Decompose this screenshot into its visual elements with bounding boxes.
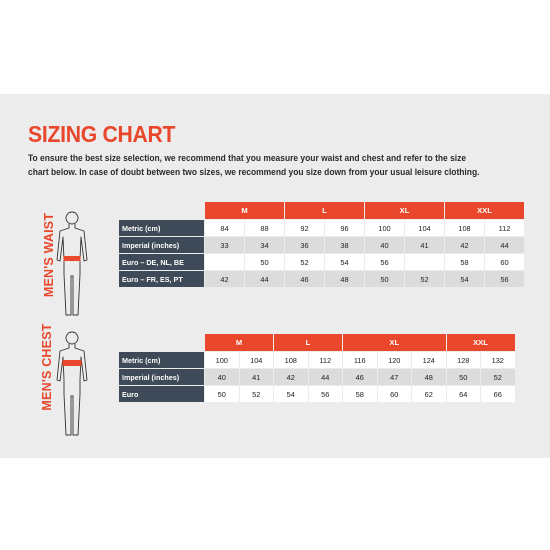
- table-cell: 100: [205, 352, 239, 368]
- table-cell: 48: [412, 369, 446, 385]
- table-cell: 33: [205, 237, 244, 253]
- table-cell: 66: [481, 386, 515, 402]
- size-header-l: L: [285, 202, 364, 219]
- size-header-l: L: [274, 334, 342, 351]
- table-cell: 48: [325, 271, 364, 287]
- table-cell: 112: [309, 352, 343, 368]
- table-cell: 46: [285, 271, 324, 287]
- table-cell: 104: [240, 352, 274, 368]
- size-header-m: M: [205, 202, 284, 219]
- table-cell: 40: [205, 369, 239, 385]
- size-header-xxl: XXL: [447, 334, 515, 351]
- table-cell: 41: [405, 237, 444, 253]
- size-header-xl: XL: [343, 334, 446, 351]
- table-cell: 108: [445, 220, 484, 236]
- table-cell: 46: [343, 369, 377, 385]
- table-cell: 52: [240, 386, 274, 402]
- table-cell: 88: [245, 220, 284, 236]
- table-cell: 42: [445, 237, 484, 253]
- table-cell: 64: [447, 386, 481, 402]
- table-cell: 38: [325, 237, 364, 253]
- table-cell: 60: [378, 386, 412, 402]
- table-cell: 54: [274, 386, 308, 402]
- chest-size-header-row: [119, 334, 515, 351]
- table-cell: 42: [205, 271, 244, 287]
- table-cell: 108: [274, 352, 308, 368]
- table-cell: 56: [365, 254, 404, 270]
- table-cell: 52: [285, 254, 324, 270]
- table-cell: 58: [343, 386, 377, 402]
- size-header-xxl: XXL: [445, 202, 524, 219]
- size-header-xl: XL: [365, 202, 444, 219]
- table-cell: 60: [485, 254, 524, 270]
- intro-text: [28, 152, 521, 180]
- table-row: [119, 386, 515, 402]
- table-cell: 54: [445, 271, 484, 287]
- row-label: Imperial (inches): [119, 369, 204, 385]
- table-row: [119, 271, 524, 287]
- intro-line-2: chart below. In case of doubt between two sizes, we recommend you size down from your usual leisure clothing.: [28, 167, 480, 178]
- header-blank-cell: [119, 334, 204, 351]
- chest-figure-icon: [52, 330, 92, 440]
- table-cell: 52: [405, 271, 444, 287]
- table-cell: 44: [245, 271, 284, 287]
- row-label: Euro: [119, 386, 204, 402]
- intro-line-1: To ensure the best size selection, we recommend that you measure your waist and chest and refer to the size: [28, 153, 467, 164]
- table-cell: 56: [485, 271, 524, 287]
- row-label: Metric (cm): [119, 352, 204, 368]
- table-cell: 120: [378, 352, 412, 368]
- table-cell: 42: [274, 369, 308, 385]
- chest-size-table: [118, 333, 516, 403]
- table-cell: 132: [481, 352, 515, 368]
- table-cell: 40: [365, 237, 404, 253]
- table-cell: 92: [285, 220, 324, 236]
- table-row: [119, 254, 524, 270]
- table-cell: 52: [481, 369, 515, 385]
- table-cell: 50: [245, 254, 284, 270]
- row-label: Metric (cm): [119, 220, 204, 236]
- row-label: Euro – DE, NL, BE: [119, 254, 204, 270]
- table-cell: 47: [378, 369, 412, 385]
- table-cell: 112: [485, 220, 524, 236]
- table-cell: [205, 254, 244, 270]
- table-cell: 58: [445, 254, 484, 270]
- table-cell: 44: [309, 369, 343, 385]
- waist-size-header-row: [119, 202, 524, 219]
- table-row: [119, 369, 515, 385]
- table-cell: 100: [365, 220, 404, 236]
- table-cell: 41: [240, 369, 274, 385]
- page-title: SIZING CHART: [28, 121, 176, 147]
- table-cell: 50: [447, 369, 481, 385]
- table-row: [119, 352, 515, 368]
- table-cell: 96: [325, 220, 364, 236]
- table-cell: 50: [205, 386, 239, 402]
- table-cell: 116: [343, 352, 377, 368]
- row-label: Euro – FR, ES, PT: [119, 271, 204, 287]
- table-cell: 128: [447, 352, 481, 368]
- table-cell: [405, 254, 444, 270]
- table-row: [119, 237, 524, 253]
- table-cell: 104: [405, 220, 444, 236]
- header-blank-cell: [119, 202, 204, 219]
- row-label: Imperial (inches): [119, 237, 204, 253]
- table-cell: 124: [412, 352, 446, 368]
- table-cell: 34: [245, 237, 284, 253]
- table-cell: 50: [365, 271, 404, 287]
- waist-section-label: MEN'S WAIST: [42, 212, 56, 298]
- table-cell: 56: [309, 386, 343, 402]
- size-header-m: M: [205, 334, 273, 351]
- waist-size-table: [118, 201, 525, 288]
- table-cell: 54: [325, 254, 364, 270]
- table-cell: 62: [412, 386, 446, 402]
- chest-section-label: MEN'S CHEST: [40, 323, 54, 411]
- table-cell: 84: [205, 220, 244, 236]
- waist-figure-icon: [52, 210, 92, 320]
- table-cell: 36: [285, 237, 324, 253]
- table-row: [119, 220, 524, 236]
- table-cell: 44: [485, 237, 524, 253]
